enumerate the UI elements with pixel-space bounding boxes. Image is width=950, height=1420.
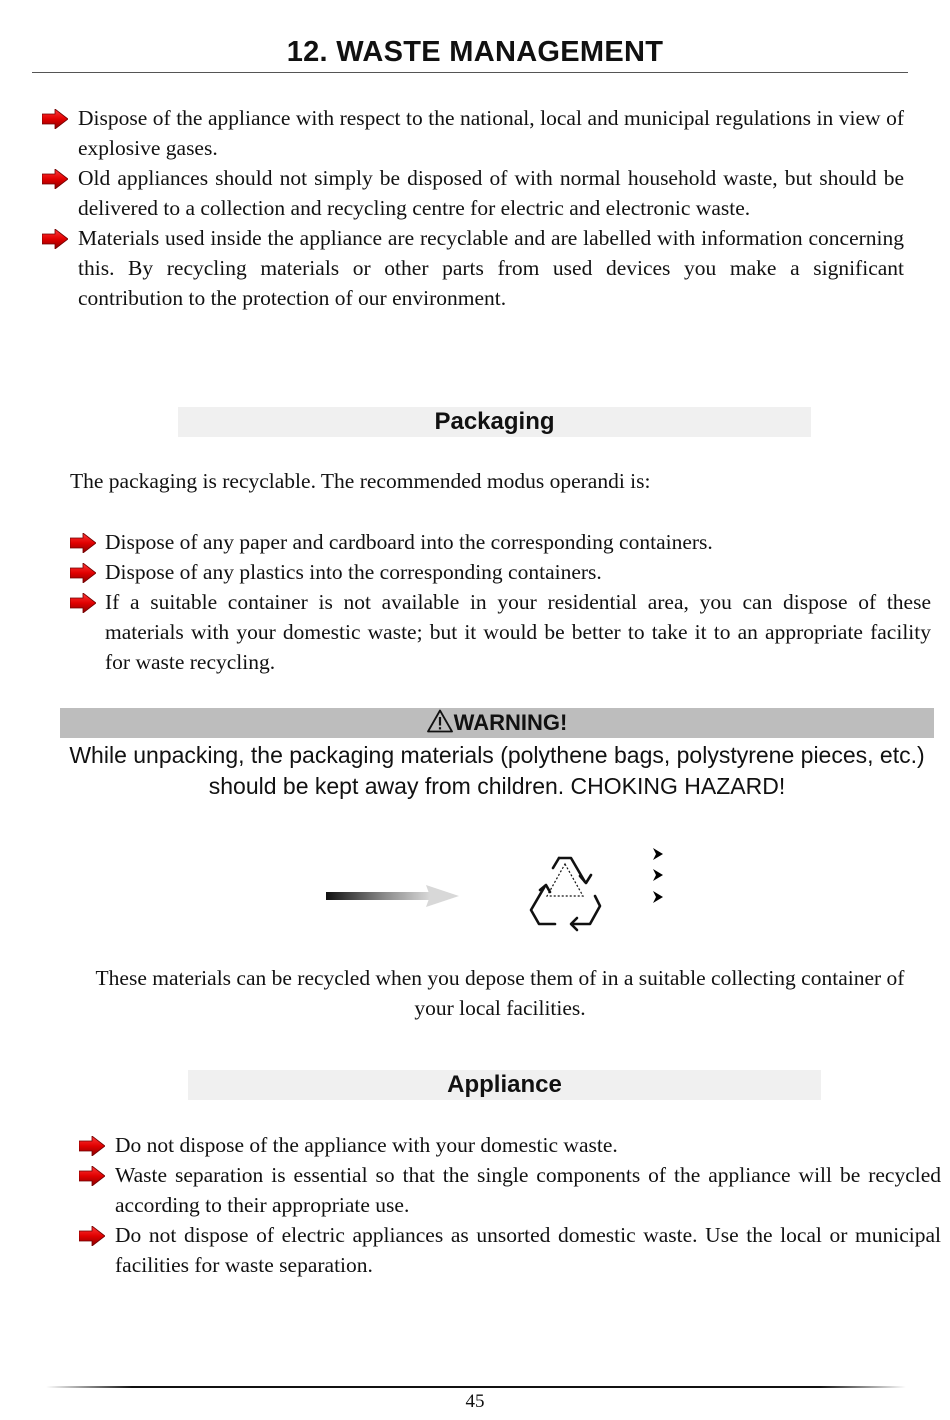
recycle-icon [527,850,603,936]
appliance-instructions-list [115,1130,941,1280]
red-arrow-bullet-icon [70,563,96,583]
red-arrow-bullet-icon [42,109,68,129]
chevron-right-icon [651,868,665,882]
list-item [115,1220,941,1280]
list-item-text: Materials used inside the appliance are recyclable and are labelled with information concerning this. By recycling materials or other parts from used devices you make a significant contribution to the protection of our environment. [78,226,904,310]
title-divider [32,72,908,73]
page-number: 45 [465,1391,485,1412]
red-arrow-bullet-icon [70,533,96,553]
red-arrow-bullet-icon [42,229,68,249]
footer-divider [46,1386,906,1388]
list-item [105,527,931,557]
list-item-text: Waste separation is essential so that the single components of the appliance will be recycled according to their appropriate use. [115,1163,941,1217]
warning-label: WARNING! [453,710,568,735]
red-arrow-bullet-icon [79,1166,105,1186]
waste-instructions-list [78,103,904,313]
warning-text: While unpacking, the packaging materials (polythene bags, polystyrene pieces, etc.) should be kept away from children. CHOKING HAZARD! [69,742,925,799]
red-arrow-bullet-icon [79,1226,105,1246]
list-item-text: Old appliances should not simply be disposed of with normal household waste, but should be delivered to a collection and recycling centre for electric and electronic waste. [78,166,904,220]
packaging-section-header: Packaging [178,407,811,437]
chevron-right-icon [651,890,665,904]
packaging-intro: The packaging is recyclable. The recommended modus operandi is: [70,469,651,493]
list-item-text: Do not dispose of electric appliances as unsorted domestic waste. Use the local or municipal facilities for waste separation. [115,1223,941,1277]
list-item-text: Do not dispose of the appliance with your domestic waste. [115,1133,618,1157]
packaging-instructions-list [105,527,931,677]
appliance-section-header: Appliance [188,1070,821,1100]
list-item [78,223,904,313]
page-title: 12. WASTE MANAGEMENT [286,36,664,68]
red-arrow-bullet-icon [70,593,96,613]
recycle-caption: These materials can be recycled when you depose them of in a suitable collecting container of your local facilities. [95,966,905,1020]
list-item-text: Dispose of any paper and cardboard into the corresponding containers. [105,530,713,554]
list-item-text: If a suitable container is not available in your residential area, you can dispose of these materials with your domestic waste; but it would be better to take it to an appropriate facility for waste recycling. [105,590,931,674]
list-item [78,163,904,223]
list-item-text: Dispose of any plastics into the corresponding containers. [105,560,602,584]
list-item [115,1130,941,1160]
warning-triangle-icon [427,709,453,733]
list-item [105,587,931,677]
warning-banner [60,708,934,738]
red-arrow-bullet-icon [79,1136,105,1156]
chevron-right-icon [651,847,665,861]
list-item [115,1160,941,1220]
list-item-text: Dispose of the appliance with respect to the national, local and municipal regulations in view of explosive gases. [78,106,904,160]
list-item [78,103,904,163]
list-item [105,557,931,587]
gradient-arrow-icon [326,883,462,909]
red-arrow-bullet-icon [42,169,68,189]
